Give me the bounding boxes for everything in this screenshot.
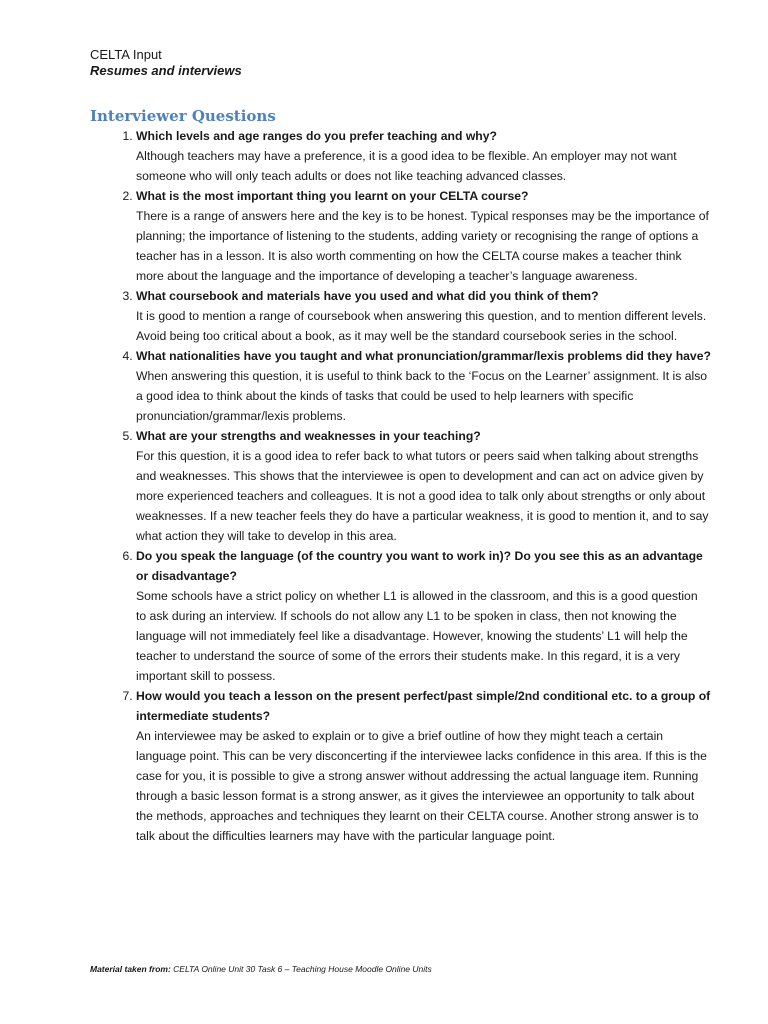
question-text: 5. What are your strengths and weaknesses in your teaching? xyxy=(136,429,481,443)
question-text: 2. What is the most important thing you learnt on your CELTA course? xyxy=(136,189,529,203)
question-text: 1. Which levels and age ranges do you prefer teaching and why? xyxy=(136,129,497,143)
question-item xyxy=(136,286,711,346)
footer-label: Material taken from: xyxy=(90,964,171,974)
question-item xyxy=(136,186,711,286)
document-subtitle: Resumes and interviews xyxy=(90,63,242,78)
section-title: Interviewer Questions xyxy=(90,107,276,125)
answer-text: When answering this question, it is useful to think back to the ‘Focus on the Learner’ assignment. It is also a good idea to think about the kinds of tasks that could be used to help learners with specific pronunciation/grammar/lexis problems. xyxy=(136,369,708,423)
question-text: 3. What coursebook and materials have you used and what did you think of them? xyxy=(136,289,599,303)
question-item xyxy=(136,426,711,546)
answer-text: There is a range of answers here and the key is to be honest. Typical responses may be the importance of planning; the importance of listening to the students, adding variety or recognising the range of options a teacher has in a lesson. It is also worth commenting on how the CELTA course makes a teacher think more about the language and the importance of developing a teacher’s language awareness. xyxy=(136,209,709,283)
question-item xyxy=(136,546,711,686)
answer-text: An interviewee may be asked to explain or to give a brief outline of how they might teach a certain language point. This can be very disconcerting if the interviewee lacks confidence in this area. If this is the case for you, it is possible to give a strong answer without addressing the actual language item. Running through a basic lesson format is a strong answer, as it gives the interviewee an opportunity to talk about the methods, approaches and techniques they learnt on their CELTA course. Another strong answer is to talk about the difficulties learners may have with the particular language point. xyxy=(136,729,707,843)
question-list xyxy=(108,126,711,846)
question-text: 4. What nationalities have you taught and what pronunciation/grammar/lexis problems did they have? xyxy=(136,349,711,363)
answer-text: It is good to mention a range of coursebook when answering this question, and to mention different levels. Avoid being too critical about a book, as it may well be the standard coursebook series in the school. xyxy=(136,309,707,343)
question-item xyxy=(136,686,711,846)
question-item xyxy=(136,346,711,426)
answer-text: Although teachers may have a preference, it is a good idea to be flexible. An employer may not want someone who will only teach adults or does not like teaching advanced classes. xyxy=(136,149,677,183)
source-footer xyxy=(90,963,432,975)
footer-source: CELTA Online Unit 30 Task 6 – Teaching House Moodle Online Units xyxy=(170,964,432,974)
course-name: CELTA Input xyxy=(90,47,162,62)
answer-text: For this question, it is a good idea to refer back to what tutors or peers said when talking about strengths and weaknesses. This shows that the interviewee is open to development and can act on advice given by more experienced teachers and colleagues. It is not a good idea to talk only about strengths or only about weaknesses. If a new teacher feels they do have a particular weakness, it is good to mention it, and to say what action they will take to develop in this area. xyxy=(136,449,709,543)
question-item xyxy=(136,126,711,186)
answer-text: Some schools have a strict policy on whether L1 is allowed in the classroom, and this is a good question to ask during an interview. If schools do not allow any L1 to be spoken in class, then not knowing the language will not immediately feel like a disadvantage. However, knowing the students’ L1 will help the teacher to understand the source of some of the errors their students make. In this regard, it is a very important skill to possess. xyxy=(136,589,698,683)
question-text: 6. Do you speak the language (of the country you want to work in)? Do you see this as an advantage or disadvantage? xyxy=(136,549,703,583)
document-header xyxy=(90,47,242,79)
question-text: 7. How would you teach a lesson on the present perfect/past simple/2nd conditional etc. to a group of intermediate students? xyxy=(136,689,711,723)
